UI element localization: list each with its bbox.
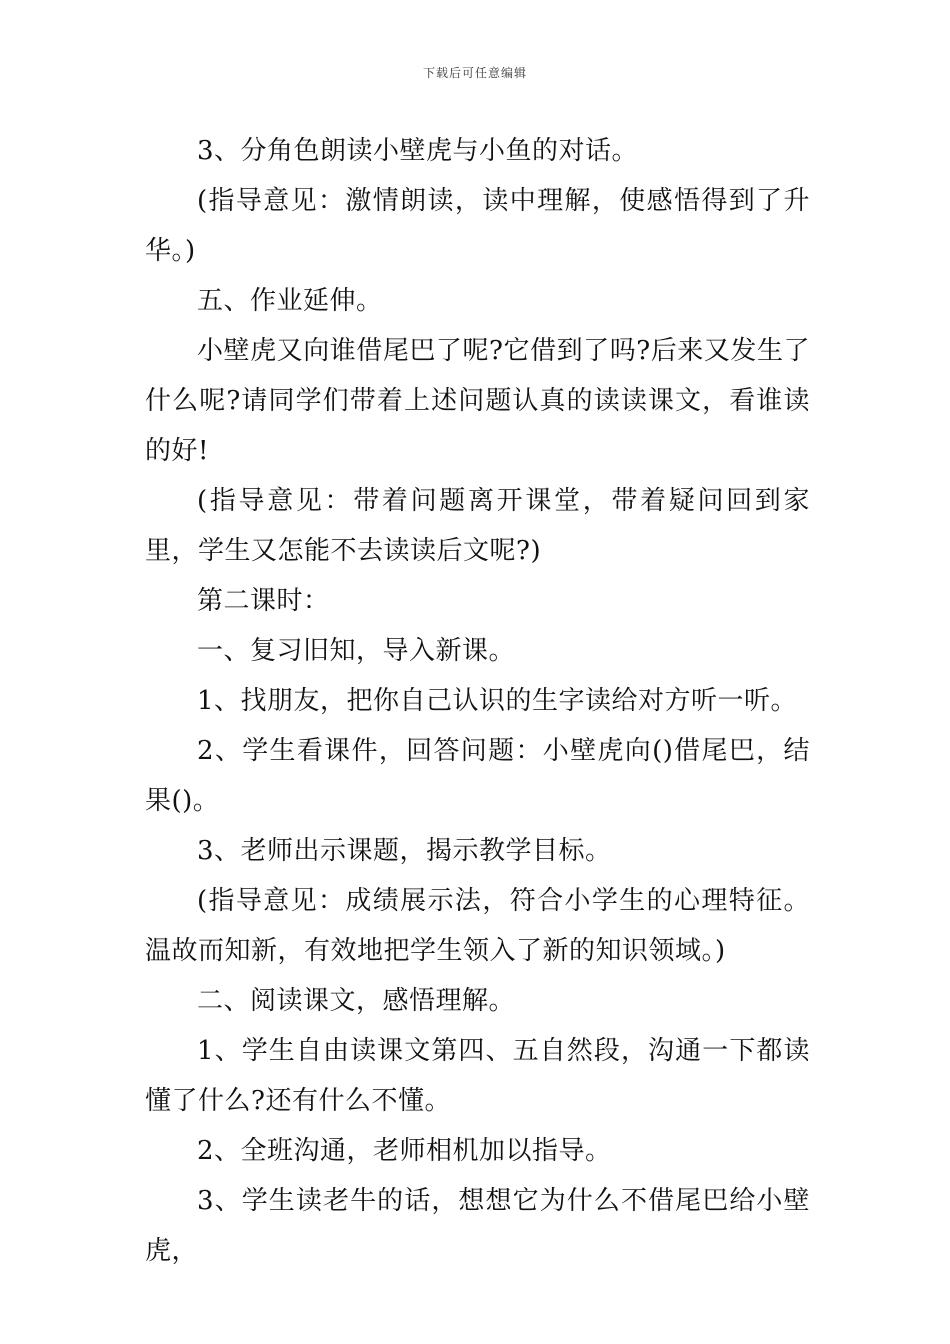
paragraph-old-ox: 3、学生读老牛的话，想想它为什么不借尾巴给小壁虎， [145,1186,810,1266]
paragraph-role-reading: 3、分角色朗读小壁虎与小鱼的对话。 [197,136,639,166]
paragraph-courseware: 2、学生看课件，回答问题：小壁虎向()借尾巴，结果()。 [145,736,810,816]
paragraph-review: 一、复习旧知，导入新课。 [197,636,516,666]
paragraph-homework: 小壁虎又向谁借尾巴了呢?它借到了吗?后来又发生了什么呢?请同学们带着上述问题认真的读读课文，看谁读的好! [145,336,810,466]
paragraph-class-discussion: 2、全班沟通，老师相机加以指导。 [197,1136,612,1166]
page-header: 下载后可任意编辑 [422,66,527,80]
paragraph-find-friends: 1、找朋友，把你自己认识的生字读给对方听一听。 [197,686,798,716]
paragraph-section-two: 二、阅读课文，感悟理解。 [197,986,516,1016]
paragraph-show-title: 3、老师出示课题，揭示教学目标。 [197,836,612,866]
paragraph-free-reading: 1、学生自由读课文第四、五自然段，沟通一下都读懂了什么?还有什么不懂。 [145,1036,810,1116]
paragraph-section-five: 五、作业延伸。 [197,286,383,316]
document-body [145,126,810,1276]
paragraph-guidance-1: (指导意见：激情朗读，读中理解，使感悟得到了升华。) [145,186,810,266]
paragraph-second-lesson: 第二课时： [197,586,330,616]
paragraph-guidance-3: (指导意见：成绩展示法，符合小学生的心理特征。温故而知新，有效地把学生领入了新的知识领域。) [145,886,810,966]
paragraph-guidance-2: (指导意见：带着问题离开课堂，带着疑问回到家里，学生又怎能不去读读后文呢?) [145,486,810,566]
